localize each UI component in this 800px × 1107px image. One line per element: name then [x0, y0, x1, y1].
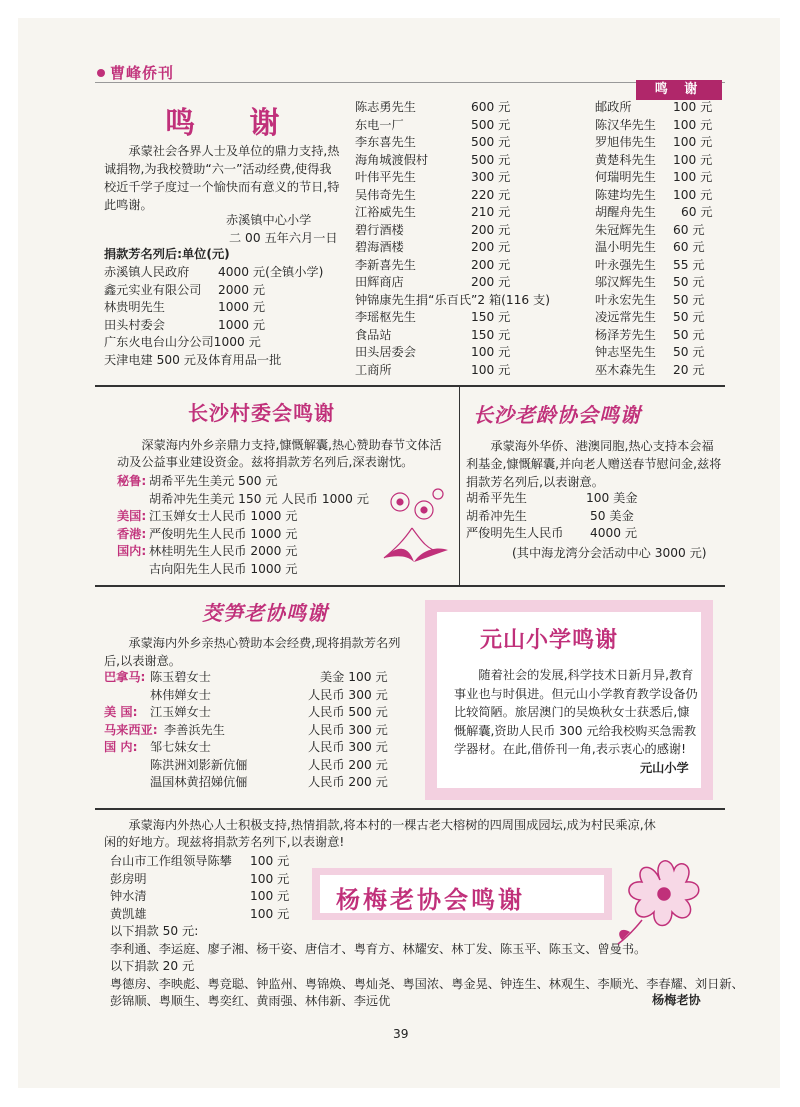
donor-row: 赤溪镇人民政府 4000 元(全镇小学) [104, 265, 324, 279]
donor-row: 陈志勇先生 600 元 [355, 100, 511, 114]
section3-intro: 承蒙海外华侨、港澳同胞,热心支持本会福利基金,慷慨解囊,并向老人赠送春节慰问金,兹将捐款芳名列后,以表谢意。 [466, 439, 722, 489]
page-number: 39 [393, 1027, 409, 1041]
donor-row: 古向阳先生人民币 1000 元 [149, 561, 298, 576]
section2-title: 长沙村委会鸣谢 [188, 401, 335, 425]
donor-row: 陈汉华先生 100 元 [595, 117, 713, 132]
donor-row: 何瑞明先生 100 元 [595, 170, 713, 184]
donor-row: 彭房明 100 元 [110, 871, 290, 886]
flower-decoration-icon [612, 850, 708, 948]
donor-row: 朱冠辉先生 60 元 [595, 222, 705, 237]
donor-row: 田头居委会 100 元 [355, 345, 511, 359]
donor-names-50: 李利通、李运庭、廖子湘、杨干姿、唐信才、粤育方、林耀安、林丁发、陈玉平、陈玉文、曾曼书。 [110, 941, 647, 956]
divider [95, 385, 725, 387]
section2-list [117, 473, 369, 578]
donor-row: 碧海酒楼 200 元 [355, 240, 511, 254]
donor-names-20: 彭锦顺、粤顺生、粤奕红、黄雨强、林伟新、李远优 [110, 994, 391, 1008]
banner-title: 杨梅老协会鸣谢 [336, 885, 525, 914]
divider [95, 585, 725, 587]
section5-signature: 元山小学 [640, 761, 689, 775]
donor-row: 田头村委会 1000 元 [104, 317, 266, 332]
donor-row: 吴伟奇先生 220 元 [355, 187, 511, 202]
section5-title: 元山小学鸣谢 [480, 627, 619, 653]
section4-list [104, 669, 388, 792]
donor-row: 天津电建 500 元及体育用品一批 [104, 352, 282, 367]
donor-row: 邮政所 100 元 [595, 100, 713, 114]
magazine-name: 曹峰侨刊 [110, 64, 175, 82]
donor-row: 温国林黄招娣伉俪 人民币 200 元 [150, 775, 388, 789]
section1-title: 鸣 谢 [165, 106, 302, 141]
donor-row: 黄楚科先生 100 元 [595, 152, 713, 167]
donor-row: 罗旭伟先生 100 元 [595, 135, 713, 149]
donor-names-20: 粤德房、李映彪、粤竞聪、钟监州、粤锦焕、粤灿尧、粤国浓、粤金晃、钟连生、林观生、李顺光、李春耀、刘日新、 [110, 976, 744, 991]
section2-intro: 深蒙海内外乡亲鼎力支持,慷慨解囊,热心赞助春节文体活动及公益事业建设资金。兹将捐款芳名列后,深表谢忱。 [117, 438, 442, 469]
donor-row: 胡希冲先生美元 150 元 人民币 1000 元 [149, 491, 369, 506]
section1-signature: 赤溪镇中心小学 [226, 213, 312, 227]
section3-title: 长沙老龄协会鸣谢 [473, 403, 641, 427]
donor-row: 凌远常先生 50 元 [595, 310, 705, 324]
donor-row: 叶永强先生 55 元 [595, 257, 705, 272]
donor-row: 胡希冲先生 50 美金 [466, 508, 634, 523]
donor-row: 碧行酒楼 200 元 [355, 222, 511, 237]
donor-row: 叶伟平先生 300 元 [355, 170, 511, 184]
section1-date: 二 00 五年六月一日 [229, 231, 338, 245]
section6-signature: 杨梅老协 [652, 993, 701, 1007]
section5-body: 随着社会的发展,科学技术日新月异,教育事业也与时俱进。但元山小学教育教学设备仍比较简陋。旅居澳门的吴焕秋女士获悉后,慷慨解囊,资助人民币 300 元给我校购买急需教学器材。在此,借侨刊一角,表示衷心的感谢! [454, 668, 698, 756]
divider [95, 808, 725, 810]
flower-decoration-icon [378, 488, 454, 574]
donor-row: 田辉商店 200 元 [355, 275, 511, 289]
section1-intro: 承蒙社会各界人士及单位的鼎力支持,热诚捐物,为我校赞助“六一”活动经费,使得我校近千学子度过一个愉快而有意义的节日,特此鸣谢。 [104, 144, 340, 212]
section3-note: (其中海龙湾分会活动中心 3000 元) [512, 546, 707, 560]
donor-row: 陈建均先生 100 元 [595, 187, 713, 202]
donor-row: 国 内: 邹七妹女士 人民币 300 元 [104, 740, 388, 754]
donor-row: 黄凯雄 100 元 [110, 906, 290, 921]
list-heading: 以下捐款 50 元: [110, 924, 199, 938]
donor-row: 胡希平先生 100 美金 [466, 491, 638, 505]
section6-intro: 承蒙海内外热心人士积极支持,热情捐款,将本村的一棵古老大榕树的四周围成园坛,成为村民乘凉,休闲的好地方。现兹将捐款芳名列下,以表谢意! [104, 818, 656, 849]
section3-list [466, 490, 638, 543]
header-rule [95, 82, 725, 83]
bullet-icon [97, 69, 105, 77]
donor-row: 李东喜先生 500 元 [355, 135, 511, 149]
donor-row: 李新喜先生 200 元 [355, 257, 511, 272]
donor-row: 胡醒舟先生 60 元 [595, 205, 713, 219]
donor-row: 钟水清 100 元 [110, 889, 290, 903]
donor-row: 叶永宏先生 50 元 [595, 292, 705, 307]
donor-row: 江裕威先生 210 元 [355, 205, 511, 219]
donor-row: 鑫元实业有限公司 2000 元 [104, 282, 266, 297]
list-heading: 以下捐款 20 元 [110, 959, 195, 973]
section1-list-head: 捐款芳名列后:单位(元) [104, 247, 230, 261]
section1-donor-list [104, 264, 323, 369]
donor-row: 马来西亚: 李善浜先生 人民币 300 元 [104, 722, 388, 737]
donor-row: 美国: 江玉婵女士人民币 1000 元 [117, 509, 298, 523]
donor-row: 国内: 林桂明先生人民币 2000 元 [117, 544, 298, 558]
section4-intro: 承蒙海内外乡亲热心赞助本会经费,现将捐款芳名列后,以表谢意。 [104, 636, 401, 668]
donor-row: 东电一厂 500 元 [355, 117, 511, 132]
section-tab: 鸣 谢 [636, 80, 722, 100]
donor-row: 林贵明先生 1000 元 [104, 300, 266, 314]
donor-row: 食品站 150 元 [355, 327, 511, 342]
donor-row: 台山市工作组领导陈攀 100 元 [110, 854, 290, 868]
donor-row: 广东火电台山分公司1000 元 [104, 335, 261, 349]
donor-row: 陈洪洲刘影新伉俪 人民币 200 元 [150, 757, 388, 772]
donor-row: 海角城渡假村 500 元 [355, 152, 511, 167]
donor-row: 工商所 100 元 [355, 362, 511, 377]
donor-row: 李瑶枢先生 150 元 [355, 310, 511, 324]
donor-row: 林伟婵女士 人民币 300 元 [150, 687, 388, 702]
donor-row: 严俊明先生人民币 4000 元 [466, 526, 638, 540]
donor-row: 杨泽芳先生 50 元 [595, 327, 705, 342]
donor-row: 巫木森先生 20 元 [595, 362, 705, 377]
donor-row: 温小明先生 60 元 [595, 240, 705, 254]
donor-row: 邬汉辉先生 50 元 [595, 275, 705, 289]
donor-row: 钟锦康先生捐“乐百氏”2 箱(116 支) [355, 292, 550, 307]
donor-row: 香港: 严俊明先生人民币 1000 元 [117, 526, 298, 541]
section1-column3 [595, 99, 713, 379]
section4-title: 茭笋老协鸣谢 [202, 601, 328, 625]
donor-row: 巴拿马: 陈玉碧女士 美金 100 元 [104, 670, 388, 684]
donor-row: 钟志坚先生 50 元 [595, 345, 705, 359]
divider [459, 385, 460, 585]
section1-column2 [355, 99, 550, 379]
donor-row: 秘鲁: 胡希平先生美元 500 元 [117, 474, 278, 488]
donor-row: 美 国: 江玉婵女士 人民币 500 元 [104, 705, 388, 719]
